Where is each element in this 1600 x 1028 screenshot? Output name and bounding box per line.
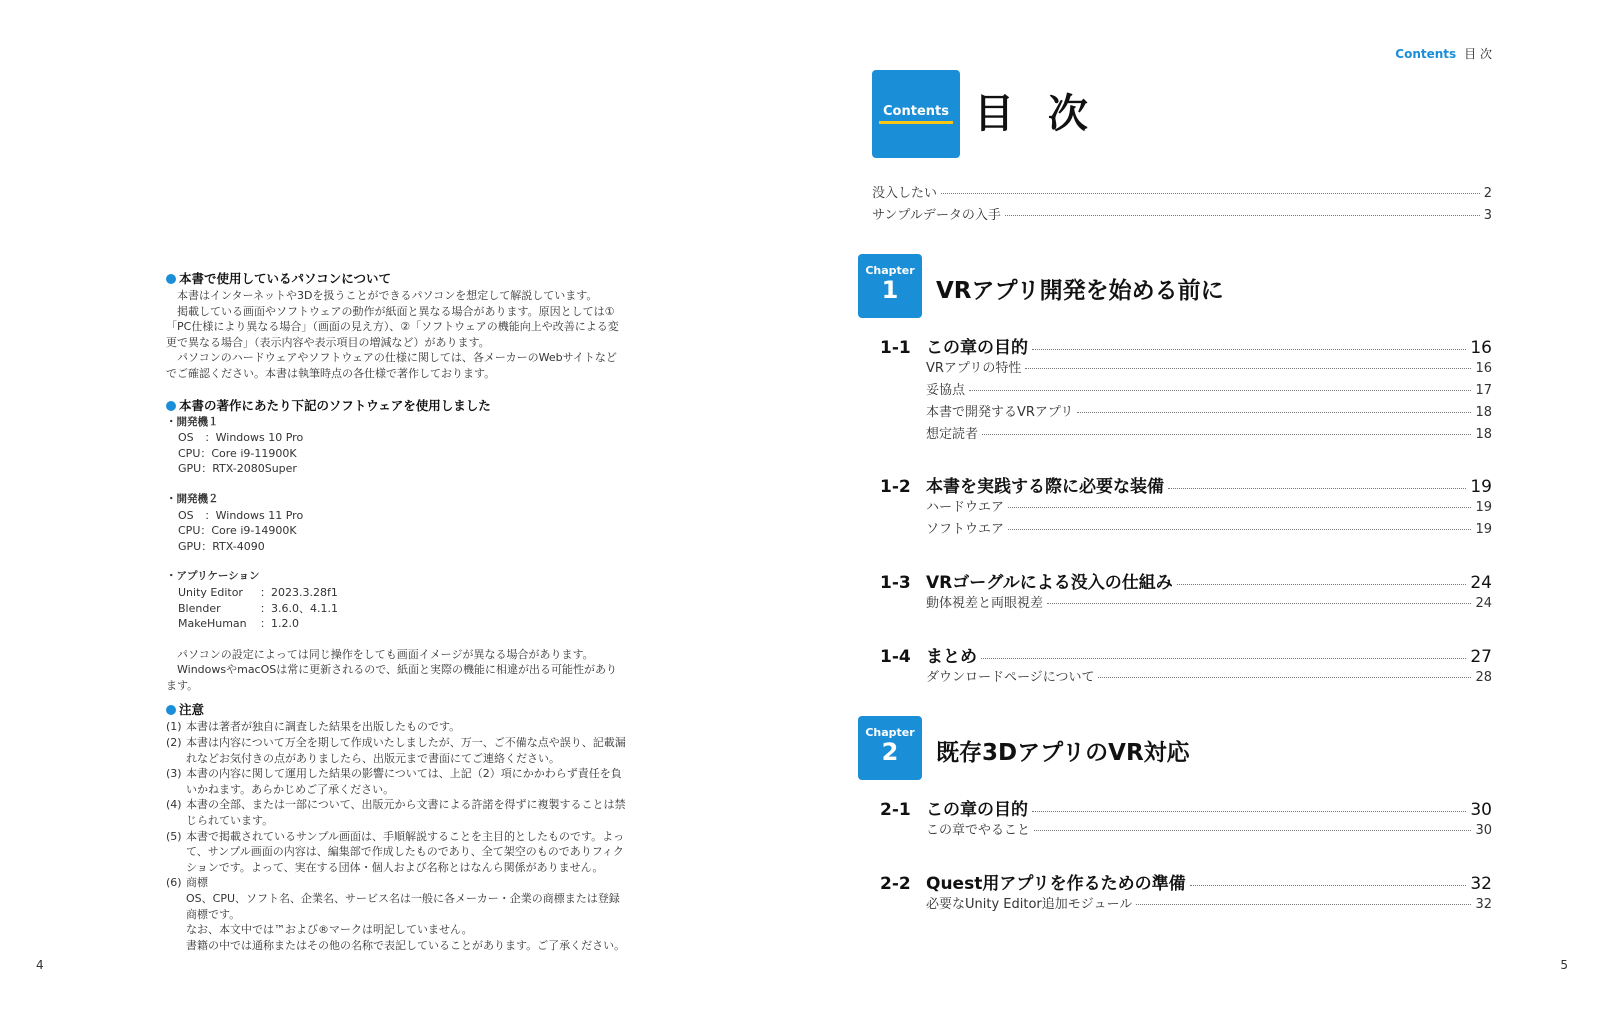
logo-underline — [879, 121, 953, 124]
toc-subsection[interactable]: 想定読者 18 — [926, 427, 1492, 442]
paragraph: パソコンの設定によっては同じ操作をしても画面イメージが異なる場合があります。 — [177, 647, 594, 661]
toc-subsection[interactable]: この章でやること 30 — [926, 823, 1492, 838]
toc-subsection[interactable]: ソフトウエア 19 — [926, 522, 1492, 537]
paragraph: 掲載している画面やソフトウェアの動作が紙面と異なる場合があります。原因としては①「PC仕様により異なる場合」（画面の見え方）、②「ソフトウェアの機能向上や改善による変更で異なる場合」（表示内容や表示項目の増減など）があります。 — [166, 304, 619, 349]
toc-subsection[interactable]: ハードウエア 19 — [926, 500, 1492, 515]
notes-block — [166, 270, 626, 953]
toc-subsection[interactable]: 妥協点 17 — [926, 383, 1492, 398]
note-item: (4) 本書の全部、または一部について、出版元から文書による許諾を得ずに複製することは禁じられています。 — [166, 798, 626, 828]
toc-section[interactable]: 1-2 本書を実践する際に必要な装備 19 — [880, 477, 1492, 497]
note-item: (3) 本書の内容に関して運用した結果の影響については、上記（2）項にかかわらず責任を負いかねます。あらかじめご了承ください。 — [166, 767, 622, 796]
section-title-software: 本書の著作にあたり下記のソフトウェアを使用しました — [166, 397, 626, 415]
toc-subsection[interactable]: 動体視差と両眼視差 24 — [926, 596, 1492, 611]
page-title: 目 次 — [974, 91, 1098, 137]
trademark-line: 書籍の中では通称またはその他の名称で表記していることがあります。ご了承ください。 — [186, 938, 626, 952]
chapter-title: 既存3DアプリのVR対応 — [936, 740, 1190, 766]
toc-section[interactable]: 1-1 この章の目的 16 — [880, 338, 1492, 358]
note-item: (2) 本書は内容について万全を期して作成いたしましたが、万一、ご不備な点や誤り、記載漏れなどお気付きの点がありましたら、出版元まで書面にてご連絡ください。 — [166, 736, 626, 765]
apps-head: ・アプリケーション — [166, 570, 260, 583]
toc-subsection[interactable]: ダウンロードページについて 28 — [926, 670, 1492, 685]
paragraph: WindowsやmacOSは常に更新されるので、紙面と実際の機能に相違が出る可能性があります。 — [166, 663, 618, 692]
page-number-left: 4 — [36, 958, 44, 972]
toc-section[interactable]: 1-4 まとめ 27 — [880, 647, 1492, 667]
spec-line: GPU：RTX-2080Super — [178, 462, 297, 476]
contents-logo: Contents — [872, 70, 960, 158]
toc-intro-item[interactable]: 没入したい 2 — [872, 186, 1492, 201]
dev-machine-1-head: ・開発機１ — [166, 415, 219, 428]
note-item: (5) 本書で掲載されているサンプル画面は、手順解説することを主目的としたものです。よって、サンプル画面の内容は、編集部で作成したものであり、全て架空のものでありフィクションです。よって、実在する団体・個人および名称とはなんら関係がありません。 — [166, 829, 625, 874]
toc-subsection[interactable]: VRアプリの特性 16 — [926, 361, 1492, 376]
app-row: Unity Editor ：2023.3.28f1 — [178, 585, 338, 599]
running-head: Contents 目 次 — [1395, 47, 1492, 61]
section-title-caution: 注意 — [166, 701, 626, 719]
chapter-title: VRアプリ開発を始める前に — [936, 278, 1224, 304]
note-item: (6) 商標 — [166, 876, 208, 890]
toc-subsection[interactable]: 本書で開発するVRアプリ 18 — [926, 405, 1492, 420]
chapter-badge: Chapter 1 — [858, 254, 922, 318]
dev-machine-2-head: ・開発機２ — [166, 492, 219, 505]
trademark-line: OS、CPU、ソフト名、企業名、サービス名は一般に各メーカー・企業の商標または登録商標です。 — [186, 892, 620, 921]
right-page — [800, 0, 1600, 1028]
app-row: Blender ：3.6.0、4.1.1 — [178, 601, 338, 615]
trademark-line: なお、本文中では™および®マークは明記していません。 — [186, 923, 473, 937]
toc-section[interactable]: 1-3 VRゴーグルによる没入の仕組み 24 — [880, 573, 1492, 593]
chapter-badge: Chapter 2 — [858, 716, 922, 780]
spec-line: OS ：Windows 10 Pro — [178, 431, 304, 445]
app-row: MakeHuman ：1.2.0 — [178, 617, 299, 631]
toc-section[interactable]: 2-1 この章の目的 30 — [880, 800, 1492, 820]
spec-line: CPU：Core i9-14900K — [178, 524, 297, 538]
spec-line: CPU：Core i9-11900K — [178, 446, 297, 460]
bullet-dot-icon — [166, 274, 176, 284]
spec-line: GPU：RTX-4090 — [178, 539, 265, 553]
bullet-dot-icon — [166, 401, 176, 411]
toc-section[interactable]: 2-2 Quest用アプリを作るための準備 32 — [880, 874, 1492, 894]
section-title-pc: 本書で使用しているパソコンについて — [166, 270, 626, 288]
spec-line: OS ：Windows 11 Pro — [178, 508, 304, 522]
bullet-dot-icon — [166, 705, 176, 715]
note-item: (1) 本書は著者が独自に調査した結果を出版したものです。 — [166, 720, 461, 734]
page-number-right: 5 — [1560, 958, 1568, 972]
paragraph: パソコンのハードウェアやソフトウェアの仕様に関しては、各メーカーのWebサイトなどでご確認ください。本書は執筆時点の各仕様で著作しております。 — [166, 351, 617, 380]
paragraph: 本書はインターネットや3Dを扱うことができるパソコンを想定して解説しています。 — [177, 289, 598, 302]
toc-intro-item[interactable]: サンプルデータの入手 3 — [872, 208, 1492, 223]
toc-subsection[interactable]: 必要なUnity Editor追加モジュール 32 — [926, 897, 1492, 912]
